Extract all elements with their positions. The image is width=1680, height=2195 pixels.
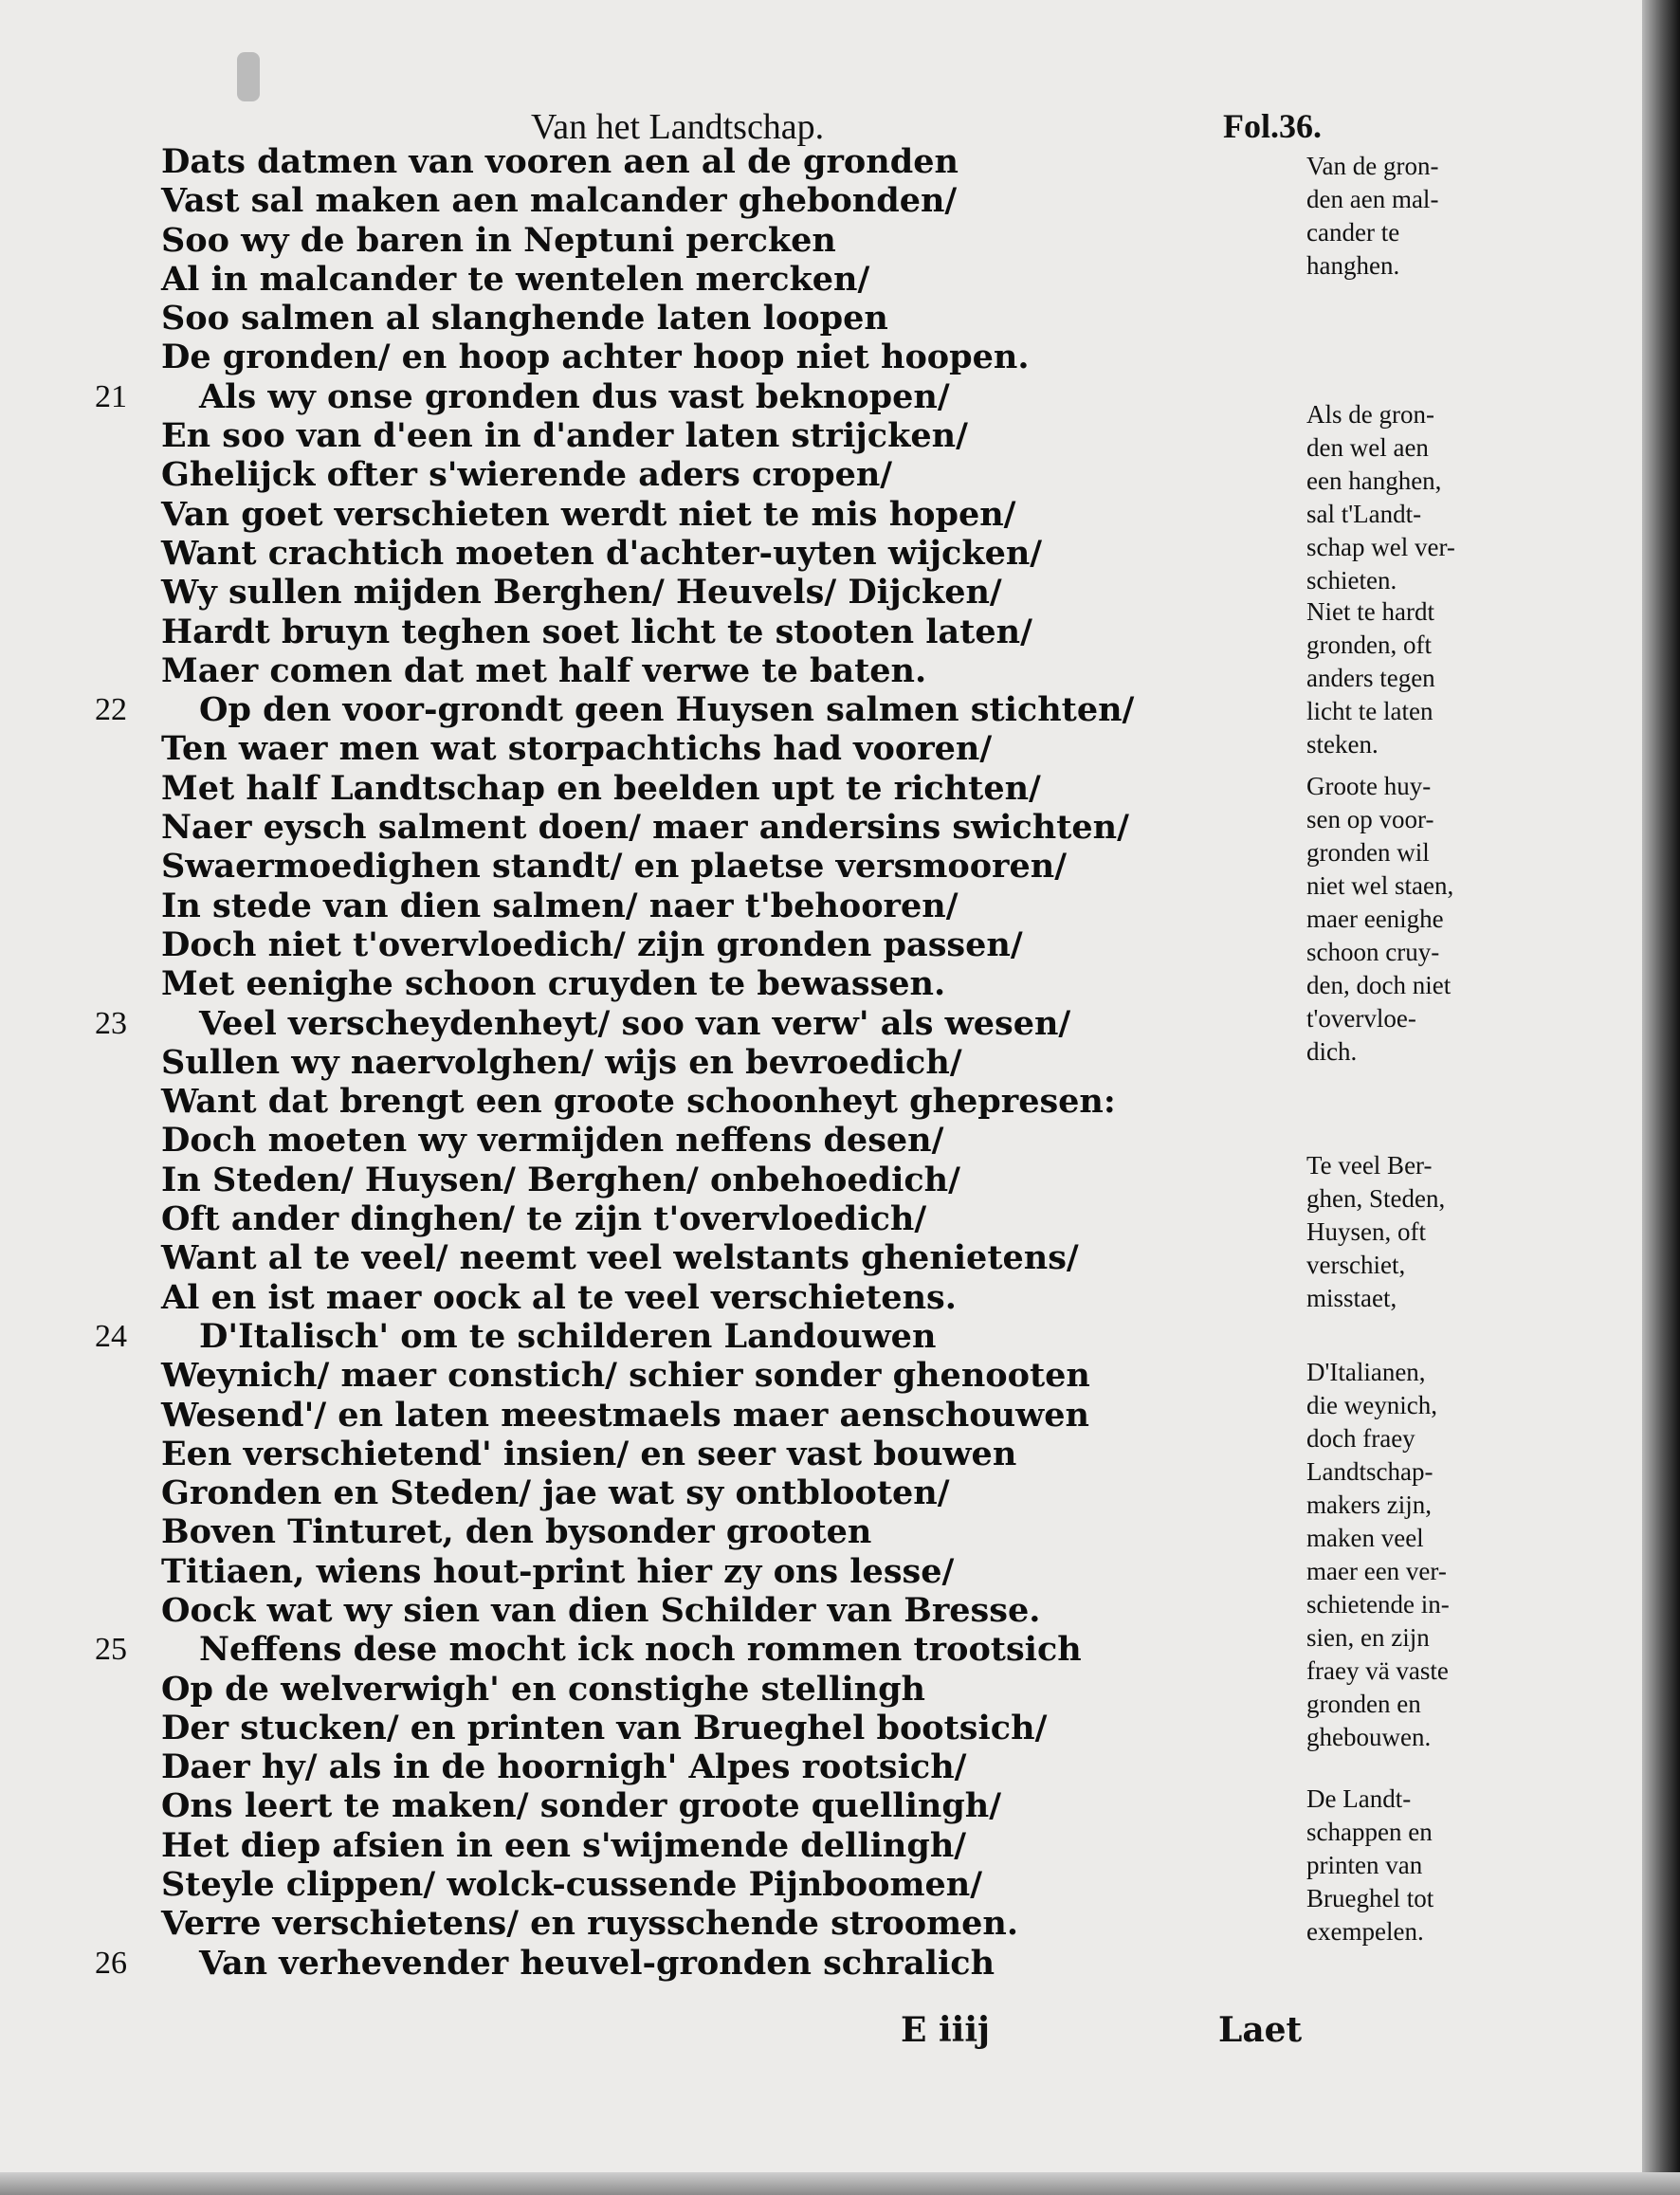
verse-line-text: Titiaen, wiens hout-print hier zy ons lesse/ [161,1551,955,1591]
verse-line [95,1278,1289,1317]
marginal-note-line: Niet te hardt [1306,597,1434,626]
verse-line-text: Dats datmen van vooren aen al de gronden [161,142,959,181]
verse-line [95,1904,1289,1943]
verse-line-text: Ghelijck ofter s'wierende aders cropen/ [161,455,893,495]
verse-line-text: Hardt bruyn teghen soet licht te stooten laten/ [161,612,1032,651]
stanza-number: 24 [95,1318,127,1354]
verse-line-text: Boven Tinturet, den bysonder grooten [161,1512,872,1552]
marginal-note [1306,1149,1445,1315]
marginal-note-line: makers zijn, [1306,1491,1432,1519]
verse-line [95,1238,1289,1277]
verse-line [95,260,1289,299]
marginal-note-line: fraey vä vaste [1306,1656,1449,1685]
marginal-note-line: D'Italianen, [1306,1358,1426,1386]
verse-line [95,221,1289,260]
marginal-note-line: Groote huy- [1306,772,1432,800]
verse-line [95,1865,1289,1904]
verse-line-text: Al en ist maer oock al te veel verschietens. [161,1277,957,1317]
marginal-note-line: anders tegen [1306,664,1435,692]
marginal-note-line: schappen en [1306,1818,1433,1846]
verse-line [95,1161,1289,1199]
verse-line [95,1004,1289,1043]
verse-line-text: Soo salmen al slanghende laten loopen [161,299,888,338]
verse-line-text: Der stucken/ en printen van Brueghel bootsich/ [161,1708,1048,1747]
verse-line-text: Een verschietend' insien/ en seer vast bouwen [161,1434,1017,1473]
marginal-note-line: hanghen. [1306,251,1400,280]
marginal-note-line: exempelen. [1306,1917,1424,1946]
verse-line [95,1630,1289,1669]
verse-line-text: De gronden/ en hoop achter hoop niet hoopen. [161,338,1030,377]
verse-line-text: Al in malcander te wentelen mercken/ [161,259,870,299]
verse-line-text: Op de welverwigh' en constighe stellingh [161,1669,925,1709]
verse-line-text: Swaermoedighen standt/ en plaetse versmooren/ [161,847,1067,887]
verse-line [95,729,1289,768]
marginal-note-line: schietende in- [1306,1590,1450,1619]
stanza-number: 23 [95,1005,127,1041]
marginal-note-line: schoon cruy- [1306,938,1440,966]
verse-line-text: Maer comen dat met half verwe te baten. [161,650,927,690]
marginal-note-line: den aen mal- [1306,185,1439,213]
verse-line [95,1826,1289,1865]
stanza-number: 26 [95,1945,127,1981]
verse-line [95,1944,1289,1983]
verse-line-text: Weynich/ maer constich/ schier sonder ghenooten [161,1356,1090,1396]
stanza-number: 25 [95,1632,127,1668]
verse-line [95,769,1289,808]
verse-line-text: Want al te veel/ neemt veel welstants ghenietens/ [161,1238,1079,1278]
verse-line-text: Ten waer men wat storpachtichs had vooren/ [161,729,993,769]
signature-mark: E iiij [901,2010,991,2050]
verse-line-text: Want dat brengt een groote schoonheyt ghepresen: [161,1082,1116,1122]
verse-line [95,1786,1289,1825]
marginal-note-line: Van de gron- [1306,152,1439,180]
marginal-note-line: verschiet, [1306,1251,1406,1279]
verse-line [95,1512,1289,1551]
marginal-note-line: Huysen, oft [1306,1217,1426,1246]
verse-line-text: Met half Landtschap en beelden upt te richten/ [161,768,1041,808]
verse-line-text: Veel verscheydenheyt/ soo van verw' als wesen/ [199,1003,1071,1043]
verse-line [95,495,1289,534]
verse-line [95,964,1289,1003]
verse-line-text: Want crachtich moeten d'achter-uyten wijcken/ [161,533,1043,573]
catchword: Laet [1218,2010,1303,2050]
marginal-note-line: gronden wil [1306,838,1430,867]
marginal-note-line: cander te [1306,218,1400,247]
verse-line-text: Wesend'/ en laten meestmaels maer aenschouwen [161,1395,1089,1435]
verse-line-text: Steyle clippen/ wolck-cussende Pijnboomen/ [161,1865,982,1905]
verse-line [95,808,1289,847]
marginal-note [1306,595,1435,761]
verse-line [95,690,1289,729]
marginal-note-line: schap wel ver- [1306,533,1455,561]
verse-line-text: Doch niet t'overvloedich/ zijn gronden passen/ [161,924,1023,964]
verse-line [95,1121,1289,1160]
verse-line-text: In stede van dien salmen/ naer t'behooren/ [161,886,959,925]
running-head: Van het Landtschap. [531,107,825,147]
marginal-note-line: t'overvloe- [1306,1004,1416,1033]
marginal-note-line: maken veel [1306,1524,1424,1552]
marginal-note-line: Brueghel tot [1306,1884,1434,1912]
marginal-note-line: niet wel staen, [1306,871,1454,900]
folio-number: Fol.36. [1223,107,1322,145]
verse-line [95,1356,1289,1395]
verse-line [95,1591,1289,1630]
verse-line [95,925,1289,964]
marginal-note [1306,398,1455,597]
verse-line [95,1199,1289,1238]
verse-line [95,455,1289,494]
marginal-note-line: dich. [1306,1037,1358,1066]
verse-line-text: Verre verschietens/ en ruysschende stroomen. [161,1904,1019,1944]
verse-line-text: Daer hy/ als in de hoornigh' Alpes rootsich/ [161,1747,967,1787]
verse-line [95,338,1289,376]
verse-line-text: Sullen wy naervolghen/ wijs en bevroedich/ [161,1042,962,1082]
verse-line-text: Van goet verschieten werdt niet te mis hopen/ [161,494,1016,534]
verse-line [95,142,1289,181]
verse-line-text: In Steden/ Huysen/ Berghen/ onbehoedich/ [161,1160,960,1199]
verse-line-text: Vast sal maken aen malcander ghebonden/ [161,181,958,221]
verse-text-block [95,142,1289,1983]
marginal-note-line: doch fraey [1306,1424,1415,1453]
verse-line [95,377,1289,416]
verse-line [95,573,1289,612]
marginal-note-line: gronden, oft [1306,631,1432,659]
marginal-note-line: maer eenighe [1306,905,1444,933]
verse-line [95,887,1289,925]
marginal-note [1306,770,1453,1069]
verse-line-text: Neffens dese mocht ick noch rommen trootsich [199,1630,1082,1670]
marginal-note-line: sien, en zijn [1306,1623,1430,1652]
marginal-note-line: den wel aen [1306,433,1429,462]
marginal-note-line: schieten. [1306,566,1397,594]
verse-line-text: Wy sullen mijden Berghen/ Heuvels/ Dijcken/ [161,573,1002,613]
marginal-note [1306,1783,1433,1948]
stanza-number: 21 [95,378,127,414]
verse-line [95,534,1289,573]
marginal-note [1306,1356,1450,1754]
verse-line-text: Ons leert te maken/ sonder groote quellingh/ [161,1786,1002,1826]
verse-line [95,847,1289,886]
verse-line-text: Van verhevender heuvel-gronden schralich [199,1943,995,1983]
verse-line [95,1473,1289,1512]
verse-line-text: Doch moeten wy vermijden neffens desen/ [161,1121,944,1161]
verse-line-text: Naer eysch salment doen/ maer andersins swichten/ [161,808,1129,848]
marginal-note-line: licht te laten [1306,697,1433,725]
marginal-note-line: den, doch niet [1306,971,1452,999]
marginal-note-line: gronden en [1306,1690,1421,1718]
marginal-note-line: ghen, Steden, [1306,1184,1446,1213]
verse-line-text: Soo wy de baren in Neptuni percken [161,220,836,260]
verse-line-text: Oft ander dinghen/ te zijn t'overvloedich/ [161,1199,927,1239]
marginal-note-line: Landtschap- [1306,1457,1433,1486]
verse-line [95,613,1289,651]
verse-line [95,1709,1289,1747]
verse-line [95,416,1289,455]
verse-line-text: Met eenighe schoon cruyden te bewassen. [161,964,946,1004]
verse-line [95,1670,1289,1709]
marginal-note-line: sal t'Landt- [1306,500,1422,528]
marginal-note-line: sen op voor- [1306,805,1434,833]
verse-line [95,181,1289,220]
marginal-note-line: misstaet, [1306,1284,1397,1312]
verse-line [95,1082,1289,1121]
verse-line [95,651,1289,690]
verse-line [95,1396,1289,1435]
marginal-note-line: ghebouwen. [1306,1723,1432,1751]
verse-line-text: Als wy onse gronden dus vast beknopen/ [199,376,950,416]
verse-line-text: D'Italisch' om te schilderen Landouwen [199,1316,937,1356]
marginal-note-line: steken. [1306,730,1379,759]
verse-line [95,1435,1289,1473]
marginal-note [1306,150,1438,283]
verse-line [95,1552,1289,1591]
verse-line [95,299,1289,338]
verse-line-text: En soo van d'een in d'ander laten strijcken/ [161,416,968,456]
marginal-note-line: printen van [1306,1851,1423,1879]
marginal-note-line: die weynich, [1306,1391,1437,1419]
book-edge-shadow [1642,0,1680,2195]
verse-line [95,1317,1289,1356]
ink-smudge [237,52,260,101]
verse-line-text: Oock wat wy sien van dien Schilder van Bresse. [161,1590,1041,1630]
marginal-note-line: Te veel Ber- [1306,1151,1433,1180]
page-footer [0,2010,1650,2058]
verse-line-text: Het diep afsien in een s'wijmende dellingh/ [161,1825,967,1865]
marginal-note-line: Als de gron- [1306,400,1434,429]
verse-line [95,1747,1289,1786]
marginal-note-line: De Landt- [1306,1784,1412,1813]
page-bottom-edge [0,2172,1680,2195]
verse-line [95,1043,1289,1082]
verse-line-text: Gronden en Steden/ jae wat sy ontblooten/ [161,1473,950,1513]
verse-line-text: Op den voor-grondt geen Huysen salmen stichten/ [199,690,1135,730]
marginal-note-line: een hanghen, [1306,466,1442,495]
marginal-note-line: maer een ver- [1306,1557,1447,1585]
stanza-number: 22 [95,692,127,728]
